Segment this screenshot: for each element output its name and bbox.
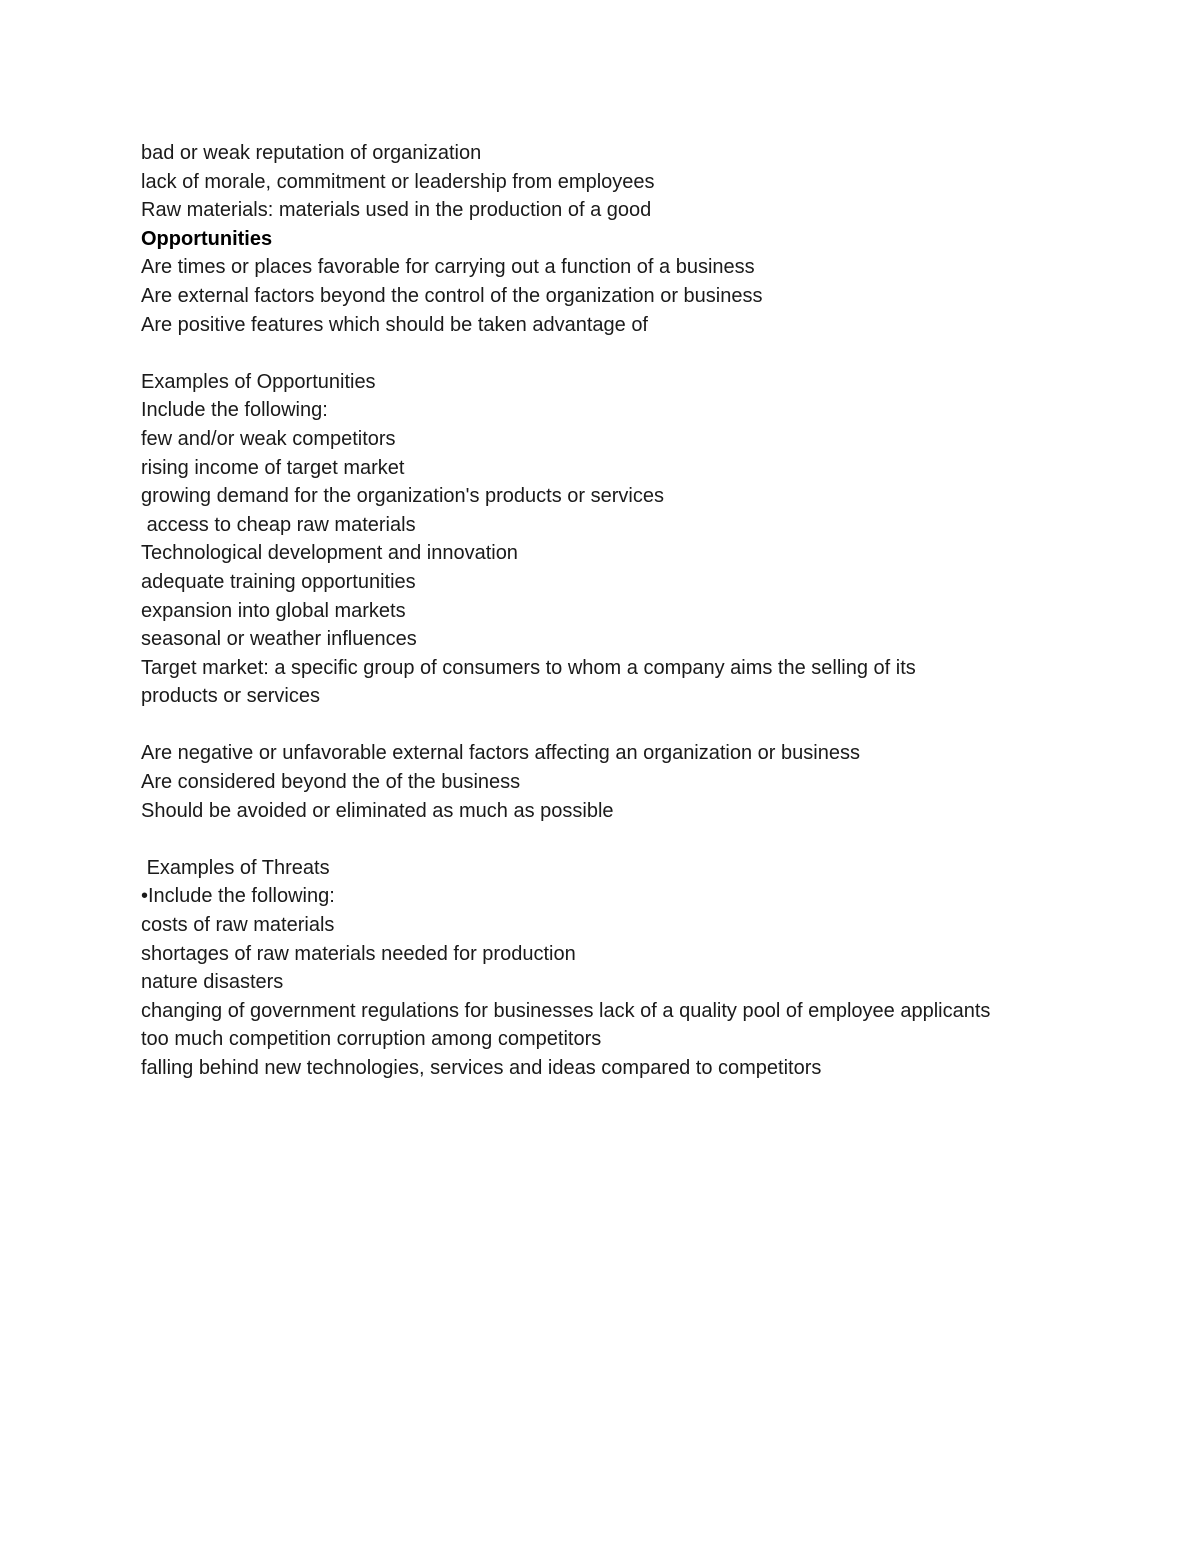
document-body [141, 139, 1101, 1083]
list-item: rising income of target market [141, 456, 405, 479]
list-item: too much competition corruption among competitors [141, 1028, 602, 1051]
list-item: growing demand for the organization's products or services [141, 485, 664, 508]
text-line: products or services [141, 685, 320, 708]
list-item: expansion into global markets [141, 599, 406, 622]
text-line: bad or weak reputation of organization [141, 142, 482, 164]
list-item: seasonal or weather influences [141, 628, 417, 651]
section-heading-opportunities: Opportunities [141, 227, 273, 250]
list-item: access to cheap raw materials [141, 513, 416, 536]
list-item: shortages of raw materials needed for production [141, 942, 576, 965]
list-item: changing of government regulations for businesses lack of a quality pool of employee applicants [141, 999, 991, 1022]
blank-line [141, 711, 1101, 740]
list-item: few and/or weak competitors [141, 427, 396, 450]
text-line: Are times or places favorable for carrying out a function of a business [141, 256, 755, 279]
list-item: adequate training opportunities [141, 570, 416, 593]
text-line: Target market: a specific group of consumers to whom a company aims the selling of its [141, 656, 916, 679]
list-item: Technological development and innovation [141, 542, 518, 565]
blank-line [141, 339, 1101, 368]
blank-line [141, 825, 1101, 854]
list-item: nature disasters [141, 971, 284, 994]
text-line: Are negative or unfavorable external factors affecting an organization or business [141, 742, 860, 765]
list-item: falling behind new technologies, services and ideas compared to competitors [141, 1057, 822, 1079]
text-line: lack of morale, commitment or leadership from employees [141, 170, 655, 193]
text-line: •Include the following: [141, 885, 335, 908]
text-line: Are considered beyond the of the business [141, 771, 521, 794]
text-line: Are external factors beyond the control of the organization or business [141, 284, 763, 307]
text-line: Raw materials: materials used in the production of a good [141, 199, 652, 222]
list-item: costs of raw materials [141, 914, 335, 937]
text-line: Are positive features which should be taken advantage of [141, 313, 648, 336]
text-line: Should be avoided or eliminated as much as possible [141, 799, 614, 822]
text-line: Examples of Threats [141, 856, 330, 879]
text-line: Include the following: [141, 399, 328, 422]
text-line: Examples of Opportunities [141, 370, 376, 393]
